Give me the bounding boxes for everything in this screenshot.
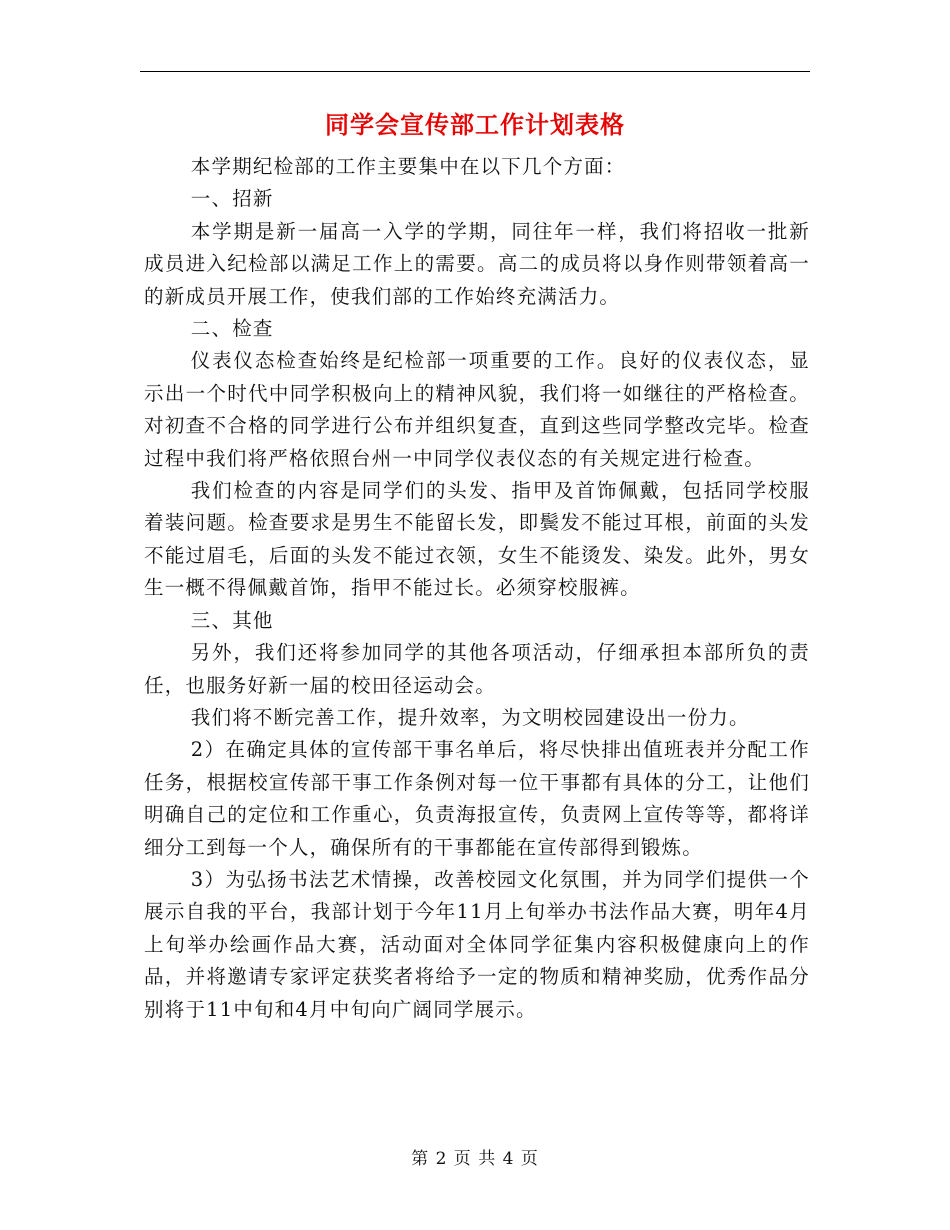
inspection-paragraph: 仪表仪态检查始终是纪检部一项重要的工作。良好的仪表仪态，显示出一个时代中同学积极向上的精神风貌，我们将一如继往的严格检查。对初查不合格的同学进行公布并组织复查，直到这些同学整改完毕。检查过程中我们将严格依照台州一中同学仪表仪态的有关规定进行检查。 [144,349,810,470]
intro-paragraph: 本学期纪检部的工作主要集中在以下几个方面： [190,155,626,178]
page-title: 同学会宣传部工作计划表格 [325,110,625,139]
section-heading-other: 三、其他 [190,608,274,632]
section-heading-recruit: 一、招新 [190,187,274,211]
closing-paragraph: 我们将不断完善工作，提升效率，为文明校园建设出一份力。 [190,705,750,729]
page-footer: 第 2 页 共 4 页 [411,1149,539,1169]
document-body [144,151,810,1026]
item-2-paragraph: 2）在确定具体的宣传部干事名单后，将尽快排出值班表并分配工作任务，根据校宣传部干事工作条例对每一位干事都有具体的分工，让他们明确自己的定位和工作重心，负责海报宣传，负责网上宣传等等，都将详细分工到每一个人，确保所有的干事都能在宣传部得到锻炼。 [144,738,810,859]
section-heading-inspection: 二、检查 [190,317,274,341]
recruit-paragraph: 本学期是新一届高一入学的学期，同往年一样，我们将招收一批新成员进入纪检部以满足工作上的需要。高二的成员将以身作则带领着高一的新成员开展工作，使我们部的工作始终充满活力。 [144,219,810,308]
other-paragraph: 另外，我们还将参加同学的其他各项活动，仔细承担本部所负的责任，也服务好新一届的校田径运动会。 [144,641,810,697]
item-3-paragraph: 3）为弘扬书法艺术情操，改善校园文化氛围，并为同学们提供一个展示自我的平台，我部计划于今年11月上旬举办书法作品大赛，明年4月上旬举办绘画作品大赛，活动面对全体同学征集内容积极健康向上的作品，并将邀请专家评定获奖者将给予一定的物质和精神奖励，优秀作品分别将于11中旬和4月中旬向广阔同学展示。 [144,867,810,1021]
header-rule [140,71,810,72]
inspection-content-paragraph: 我们检查的内容是同学们的头发、指甲及首饰佩戴，包括同学校服着装问题。检查要求是男生不能留长发，即鬓发不能过耳根，前面的头发不能过眉毛，后面的头发不能过衣领，女生不能烫发、染发。此外，男女生一概不得佩戴首饰，指甲不能过长。必须穿校服裤。 [144,479,810,600]
